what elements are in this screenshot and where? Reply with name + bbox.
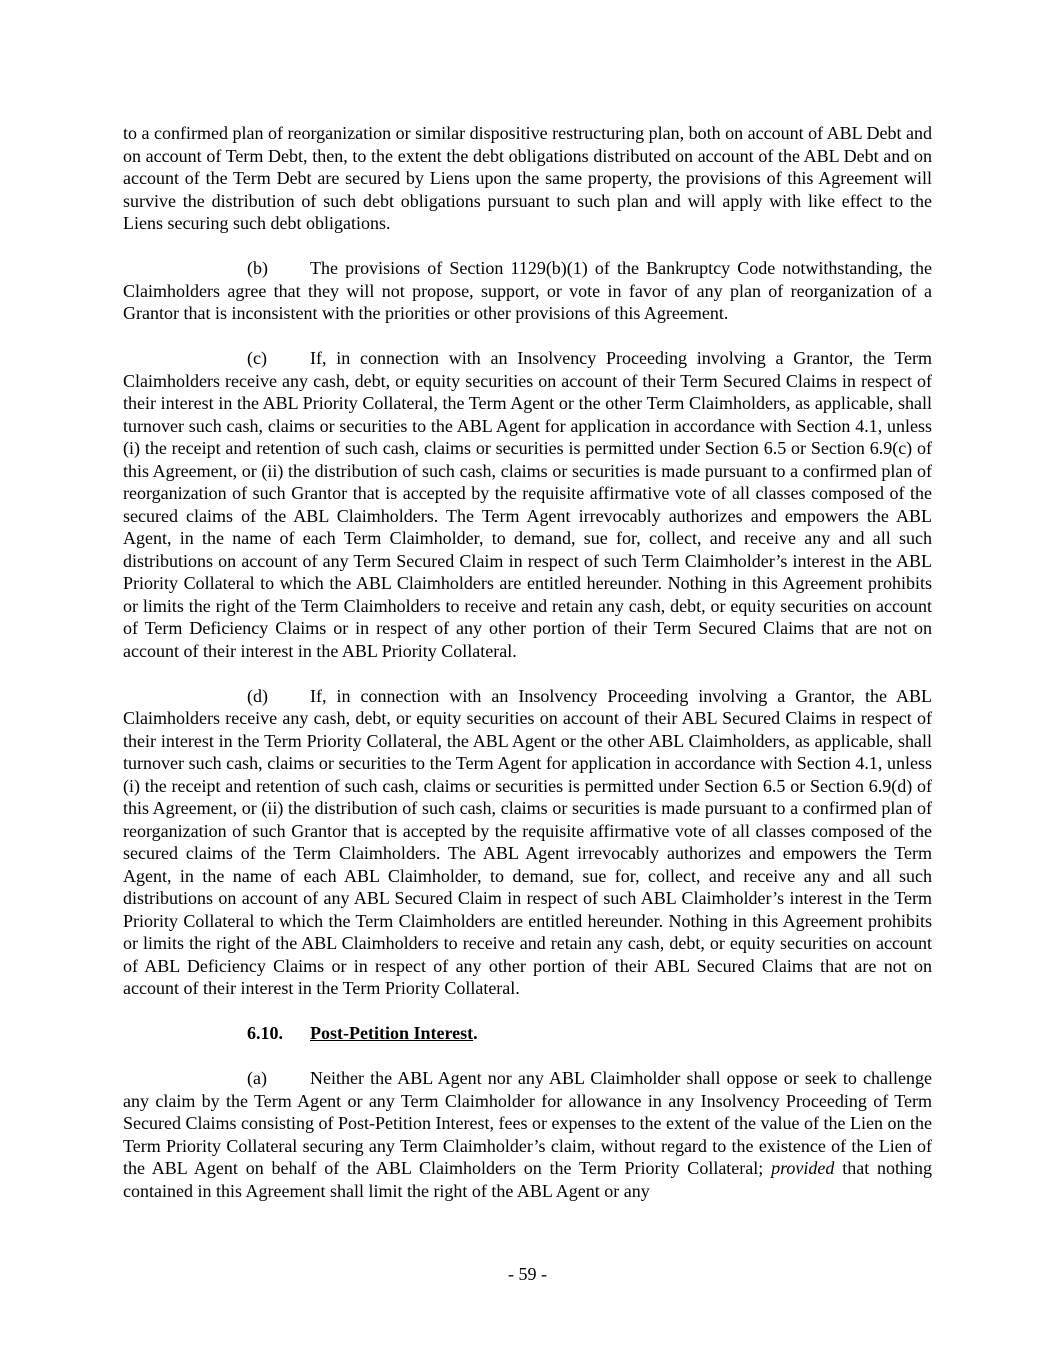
paragraph-a-provided-term: provided — [771, 1158, 835, 1178]
paragraph-a-text-before: Neither the ABL Agent nor any ABL Claimholder shall oppose or seek to challenge any claim by the Term Agent or any Term Claimholder for allowance in any Insolvency Proceeding of Term Secured Claims consisting of Post-Petition Interest, fees or expenses to the extent of the value of the Lien on the Term Priority Collateral securing any Term Claimholder’s claim, without regard to the existence of the Lien of the ABL Agent on behalf of the ABL Claimholders on the Term Priority Collateral; — [123, 1068, 932, 1178]
document-body — [123, 122, 932, 1225]
section-heading-6-10 — [247, 1022, 932, 1045]
paragraph-c — [123, 347, 932, 662]
section-title: Post-Petition Interest — [310, 1023, 474, 1043]
paragraph-a — [123, 1067, 932, 1202]
paragraph-d-text: If, in connection with an Insolvency Proceeding involving a Grantor, the ABL Claimholders receive any cash, debt, or equity securities on account of their ABL Secured Claims in respect of their interest in the Term Priority Collateral, the ABL Agent or the other ABL Claimholders, as applicable, shall turnover such cash, claims or securities to the Term Agent for application in accordance with Section 4.1, unless (i) the receipt and retention of such cash, claims or securities is permitted under Section 6.5 or Section 6.9(d) of this Agreement, or (ii) the distribution of such cash, claims or securities is made pursuant to a confirmed plan of reorganization of such Grantor that is accepted by the requisite affirmative vote of all classes composed of the secured claims of the Term Claimholders. The ABL Agent irrevocably authorizes and empowers the Term Agent, in the name of each ABL Claimholder, to demand, sue for, collect, and receive any and all such distributions on account of any ABL Secured Claim in respect of such ABL Claimholder’s interest in the Term Priority Collateral to which the Term Claimholders are entitled hereunder. Nothing in this Agreement prohibits or limits the right of the ABL Claimholders to receive and retain any cash, debt, or equity securities on account of ABL Deficiency Claims or in respect of any other portion of their ABL Secured Claims that are not on account of their interest in the Term Priority Collateral. — [123, 685, 932, 998]
paragraph-a-text-after: that nothing contained in this Agreement shall limit the right of the ABL Agent or any — [123, 1158, 932, 1201]
paragraph-b — [123, 257, 932, 325]
paragraph-b-label: (b) — [247, 258, 268, 278]
paragraph-a-label: (a) — [247, 1068, 267, 1088]
paragraph-c-text: If, in connection with an Insolvency Proceeding involving a Grantor, the Term Claimholders receive any cash, debt, or equity securities on account of their Term Secured Claims in respect of their interest in the ABL Priority Collateral, the Term Agent or the other Term Claimholders, as applicable, shall turnover such cash, claims or securities to the ABL Agent for application in accordance with Section 4.1, unless (i) the receipt and retention of such cash, claims or securities is permitted under Section 6.5 or Section 6.9(c) of this Agreement, or (ii) the distribution of such cash, claims or securities is made pursuant to a confirmed plan of reorganization of such Grantor that is accepted by the requisite affirmative vote of all classes composed of the secured claims of the ABL Claimholders. The Term Agent irrevocably authorizes and empowers the ABL Agent, in the name of each Term Claimholder, to demand, sue for, collect, and receive any and all such distributions on account of any Term Secured Claim in respect of such Term Claimholder’s interest in the ABL Priority Collateral to which the ABL Claimholders are entitled hereunder. Nothing in this Agreement prohibits or limits the right of the Term Claimholders to receive and retain any cash, debt, or equity securities on account of Term Deficiency Claims or in respect of any other portion of their Term Secured Claims that are not on account of their interest in the ABL Priority Collateral. — [123, 348, 932, 661]
paragraph-d — [123, 685, 932, 1000]
section-number: 6.10. — [247, 1023, 283, 1043]
paragraph-b-text: The provisions of Section 1129(b)(1) of the Bankruptcy Code notwithstanding, the Claimholders agree that they will not propose, support, or vote in favor of any plan of reorganization of a Grantor that is inconsistent with the priorities or other provisions of this Agreement. — [123, 258, 932, 323]
paragraph-continuation: to a confirmed plan of reorganization or similar dispositive restructuring plan, both on account of ABL Debt and on account of Term Debt, then, to the extent the debt obligations distributed on account of the ABL Debt and on account of the Term Debt are secured by Liens upon the same property, the provisions of this Agreement will survive the distribution of such debt obligations pursuant to such plan and will apply with like effect to the Liens securing such debt obligations. — [123, 123, 932, 233]
paragraph-d-label: (d) — [247, 685, 268, 706]
section-title-period: . — [473, 1023, 478, 1043]
page-number: - 59 - — [508, 1263, 547, 1284]
paragraph-c-label: (c) — [247, 348, 267, 368]
